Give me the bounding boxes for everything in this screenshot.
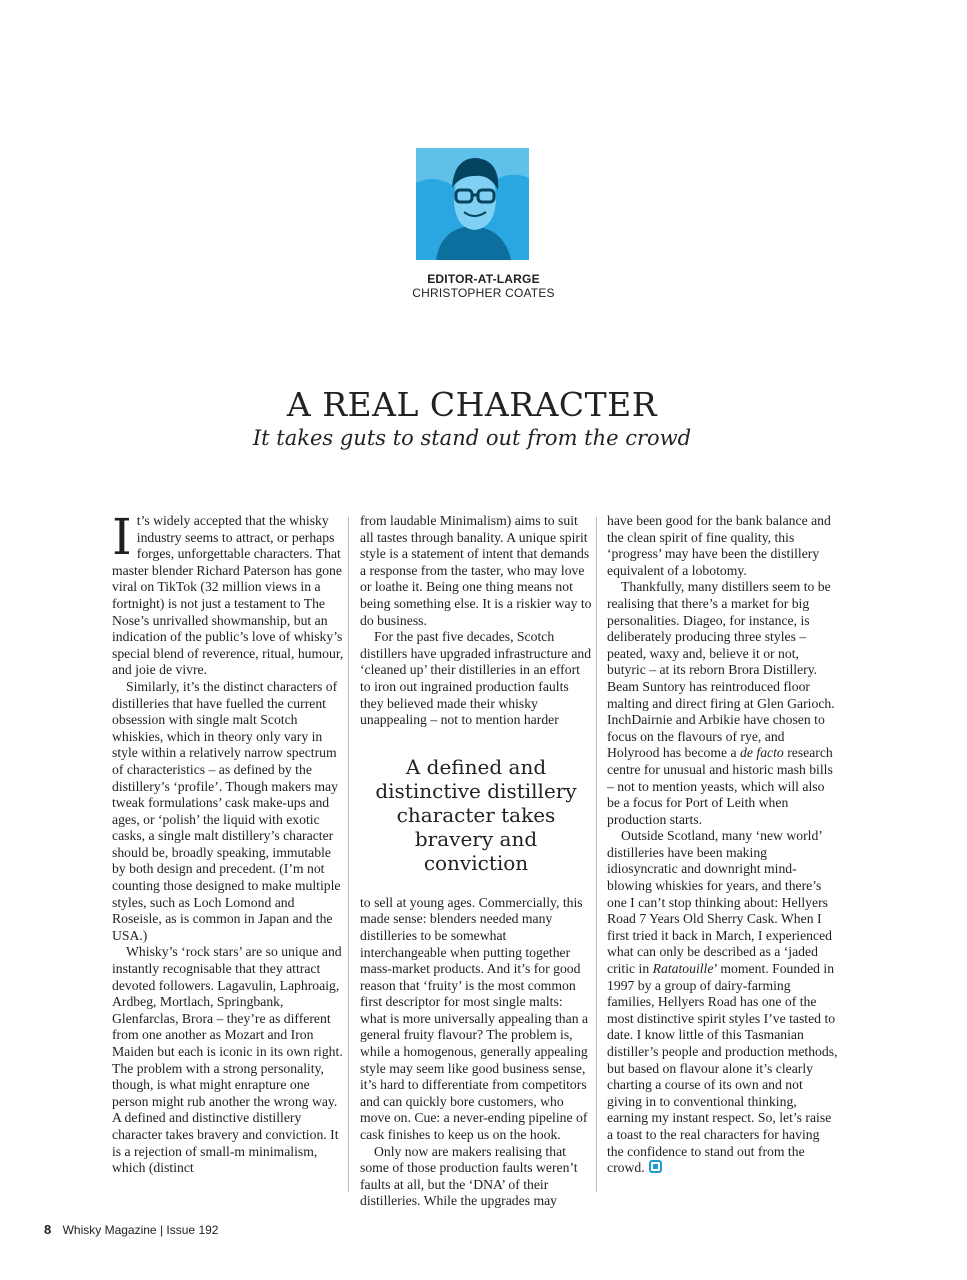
paragraph: For the past five decades, Scotch distillers have upgraded infrastructure and ‘cleaned up’ their distilleries in an effort to iron out ingrained production faults they believed made their whisky unappealing – not to mention harder (360, 629, 592, 728)
paragraph: It’s widely accepted that the whisky industry seems to attract, or perhaps forges, unforgettable characters. That master blender Richard Paterson has gone viral on TikTok (32 million views in a fortnight) is not just a testament to The Nose’s unrivalled showmanship, but an indication of the public’s love of whisky’s special blend of reverence, ritual, humour, and joie de vivre. (112, 508, 344, 678)
paragraph: Only now are makers realising that some of those production faults weren’t faults at all, but the ‘DNA’ of their distilleries. While the upgrades may (360, 1143, 578, 1209)
paragraph: Similarly, it’s the distinct characters of distilleries that have fuelled the current obsession with single malt Scotch whiskies, which in theory only vary in style within a relatively narrow spectrum of characteristics – as defined by the distillery’s ‘profile’. Though makers may tweak formulations’ cask make-ups and ages, or ‘polish’ the liquid with exotic casks, a single malt distillery’s character should be, broadly speaking, immutable by both design and precedent. (I’m not counting those designed to make multiple styles, such as Loch Lomond and Roseisle, as is common in Japan and the USA.) (112, 678, 341, 943)
headline: A REAL CHARACTER (286, 385, 658, 424)
paragraph: Whisky’s ‘rock stars’ are so unique and instantly recognisable that they attract devoted followers. Lagavulin, Laphroaig, Ardbeg, Mortlach, Springbank, Glenfarclas, Brora – they’re as different from one another as Mozart and Iron Maiden but each is iconic in its own right. The problem with a strong personality, though, is what might enrapture one person might rub another the wrong way. A defined and distinctive distillery character takes bravery and conviction. It is a rejection of small-m minimalism, which (distinct (112, 944, 343, 1176)
paragraph: to sell at young ages. Commercially, this made sense: blenders needed many distilleries to be somewhat interchangeable when putting together mass-market products. And it’s for good reason that ‘fruity’ is the most common first descriptor for most single malts: what is more universally appealing than a general fruity flavour? The problem is, while a homogenous, generally appealing style may seem like good business sense, it’s hard to differentiate from competitors and can quickly bore customers, who move on. Cue: a never-ending pipeline of cask finishes to keep us on the hook. (360, 894, 589, 1143)
issue-number: Issue 192 (166, 1223, 219, 1237)
byline-name: CHRISTOPHER COATES (412, 286, 555, 300)
drop-cap: I (112, 508, 132, 566)
page-footer (44, 1222, 218, 1237)
paragraph: from laudable Minimalism) aims to suit all tastes through banality. A unique spirit style is a statement of intent that demands a response from the taster, who may love or loathe it. Being one thing means not being something else. It is a riskier way to do business. (360, 513, 592, 628)
footer-separator: | (159, 1223, 164, 1237)
paragraph: Outside Scotland, many ‘new world’ distilleries have been making idiosyncratic and downright mind-blowing whiskies for years, and there’s one I can’t stop thinking about: Hellyers Road 7 Years Old Sherry Cask. When I first tried it back in March, I experienced what can only be described as a ‘jaded critic in Ratatouille’ moment. Founded in 1997 by a group of dairy-farming families, Hellyers Road has one of the most distinctive spirit styles I’ve tasted to date. I know little of this Tasmanian distiller’s people and production methods, but based on flavour alone it’s clearly charting a course of its own and not giving in to conventional thinking, earning my instant respect. So, let’s raise a toast to the real characters for having the confidence to stand out from the crowd. (607, 828, 838, 1176)
publication-name: Whisky Magazine (62, 1223, 157, 1237)
article-column-3 (607, 513, 839, 1177)
article-column-2 (360, 513, 592, 1210)
column-rule (348, 517, 349, 1192)
author-portrait (416, 148, 529, 260)
column-rule (596, 517, 597, 1192)
article-column-1 (112, 508, 346, 1177)
standfirst: It takes guts to stand out from the crowd (252, 426, 692, 450)
paragraph: have been good for the bank balance and the clean spirit of fine quality, this ‘progress’ may have been the distillery equivalent of a lobotomy. (607, 513, 831, 578)
page-number: 8 (44, 1222, 52, 1237)
pull-quote: A defined and distinctive distillery character takes bravery and conviction (375, 754, 577, 875)
end-of-article-icon (649, 1160, 662, 1173)
paragraph: Thankfully, many distillers seem to be realising that there’s a market for big personalities. Diageo, for instance, is deliberately producing three styles – peated, waxy and, believe it or not, butyric – at its reborn Brora Distillery. Beam Suntory has reintroduced floor malting and direct firing at Glen Garioch. InchDairnie and Arbikie have chosen to focus on the flavours of rye, and Holyrood has become a de facto research centre for unusual and historic mash bills – not to mention yeasts, which will also be a focus for Port of Leith when production starts. (607, 579, 835, 827)
byline-role: EDITOR-AT-LARGE (427, 272, 540, 286)
author-photo-illustration (416, 148, 529, 260)
